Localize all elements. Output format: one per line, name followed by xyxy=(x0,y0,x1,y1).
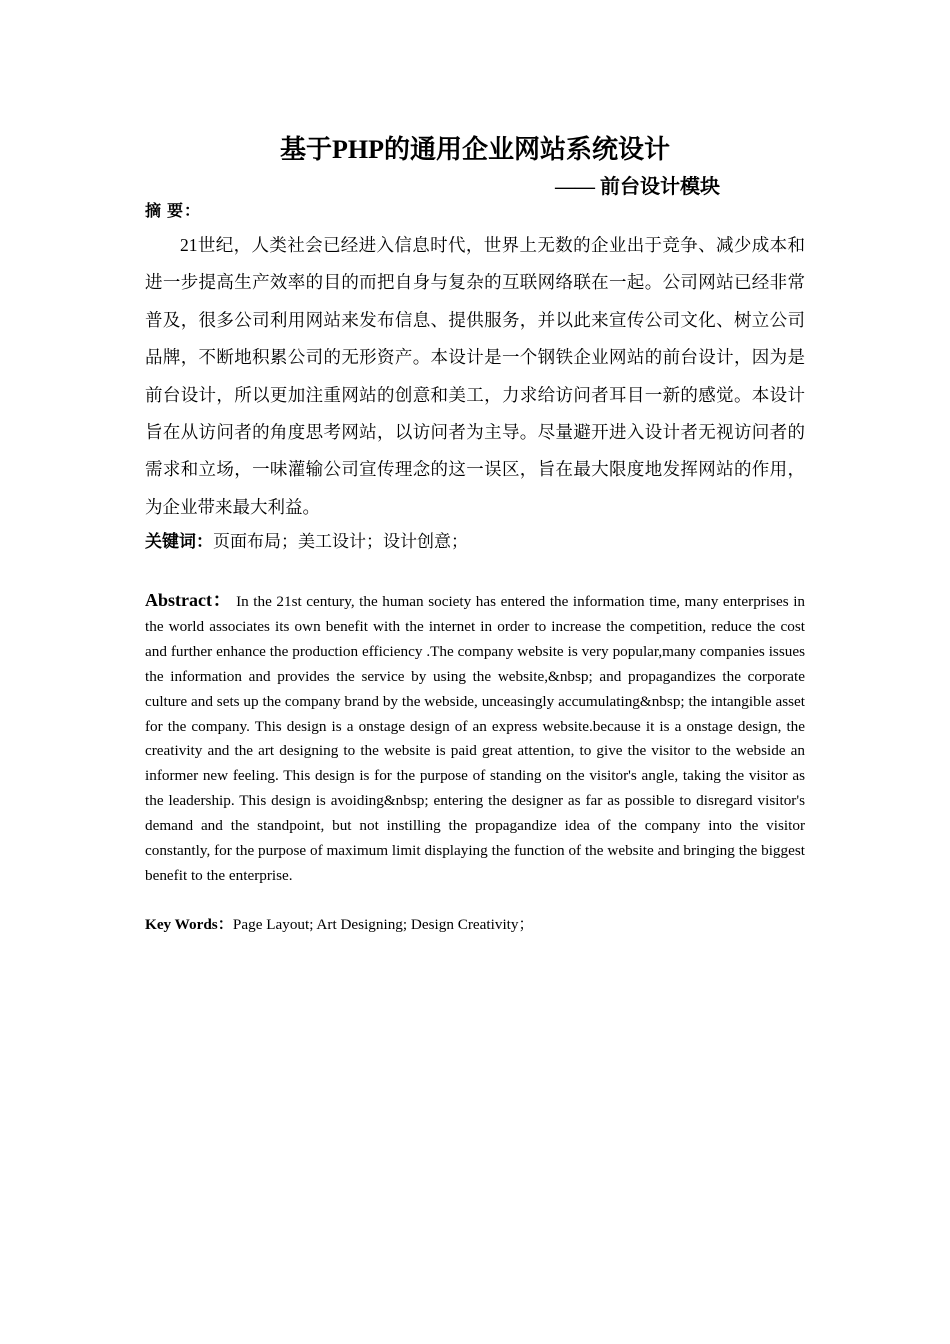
english-abstract-label: Abstract： xyxy=(145,590,232,610)
english-abstract xyxy=(145,588,805,889)
keywords-en xyxy=(145,913,534,937)
document-subtitle: —— 前台设计模块 xyxy=(555,176,720,198)
keywords-cn-label: 关键词： xyxy=(145,532,213,551)
keywords-cn-text: 页面布局；美工设计；设计创意； xyxy=(213,532,468,551)
english-abstract-body: In the 21st century, the human society has entered the information time, many enterprises in the world associates its own benefit with the internet in order to increase the competition, reduce the cost and further enhance the production efficiency .The company website is very popular,many companies issues the information and provides the service by using the website,&nbsp; and propagandizes the corporate culture and sets up the company brand by the webside, unceasingly accumulating&nbsp; the intangible asset for the company. This design is a onstage design of an express website.because it is a onstage design, the creativity and the art designing to the website is paid great attention, to give the visitor to the webside an informer new feeling. This design is for the purpose of standing on the visitor's angle, taking the visitor as the leadership. This design is avoiding&nbsp; entering the designer as far as possible to disregard visitor's demand and the standpoint, but not instilling the propagandize idea of the company into the visitor constantly, for the purpose of maximum limit displaying the function of the website and bringing the biggest benefit to the enterprise. xyxy=(145,593,806,884)
abstract-body: 21世纪，人类社会已经进入信息时代，世界上无数的企业出于竞争、减少成本和进一步提高生产效率的目的而把自身与复杂的互联网络联在一起。公司网站已经非常普及，很多公司利用网站来发布信息、提供服务，并以此来宣传公司文化、树立公司品牌，不断地积累公司的无形资产。本设计是一个钢铁企业网站的前台设计，因为是前台设计，所以更加注重网站的创意和美工，力求给访问者耳目一新的感觉。本设计旨在从访问者的角度思考网站，以访问者为主导。尽量避开进入设计者无视访问者的需求和立场，一味灌输公司宣传理念的这一误区，旨在最大限度地发挥网站的作用，为企业带来最大利益。 xyxy=(145,235,805,517)
keywords-cn xyxy=(145,529,468,555)
keywords-en-text: Page Layout; Art Designing; Design Creativity； xyxy=(232,916,534,933)
abstract-heading: 摘 要： xyxy=(145,203,202,220)
keywords-en-label: Key Words： xyxy=(145,916,233,933)
document-title: 基于PHP的通用企业网站系统设计 xyxy=(280,135,670,164)
